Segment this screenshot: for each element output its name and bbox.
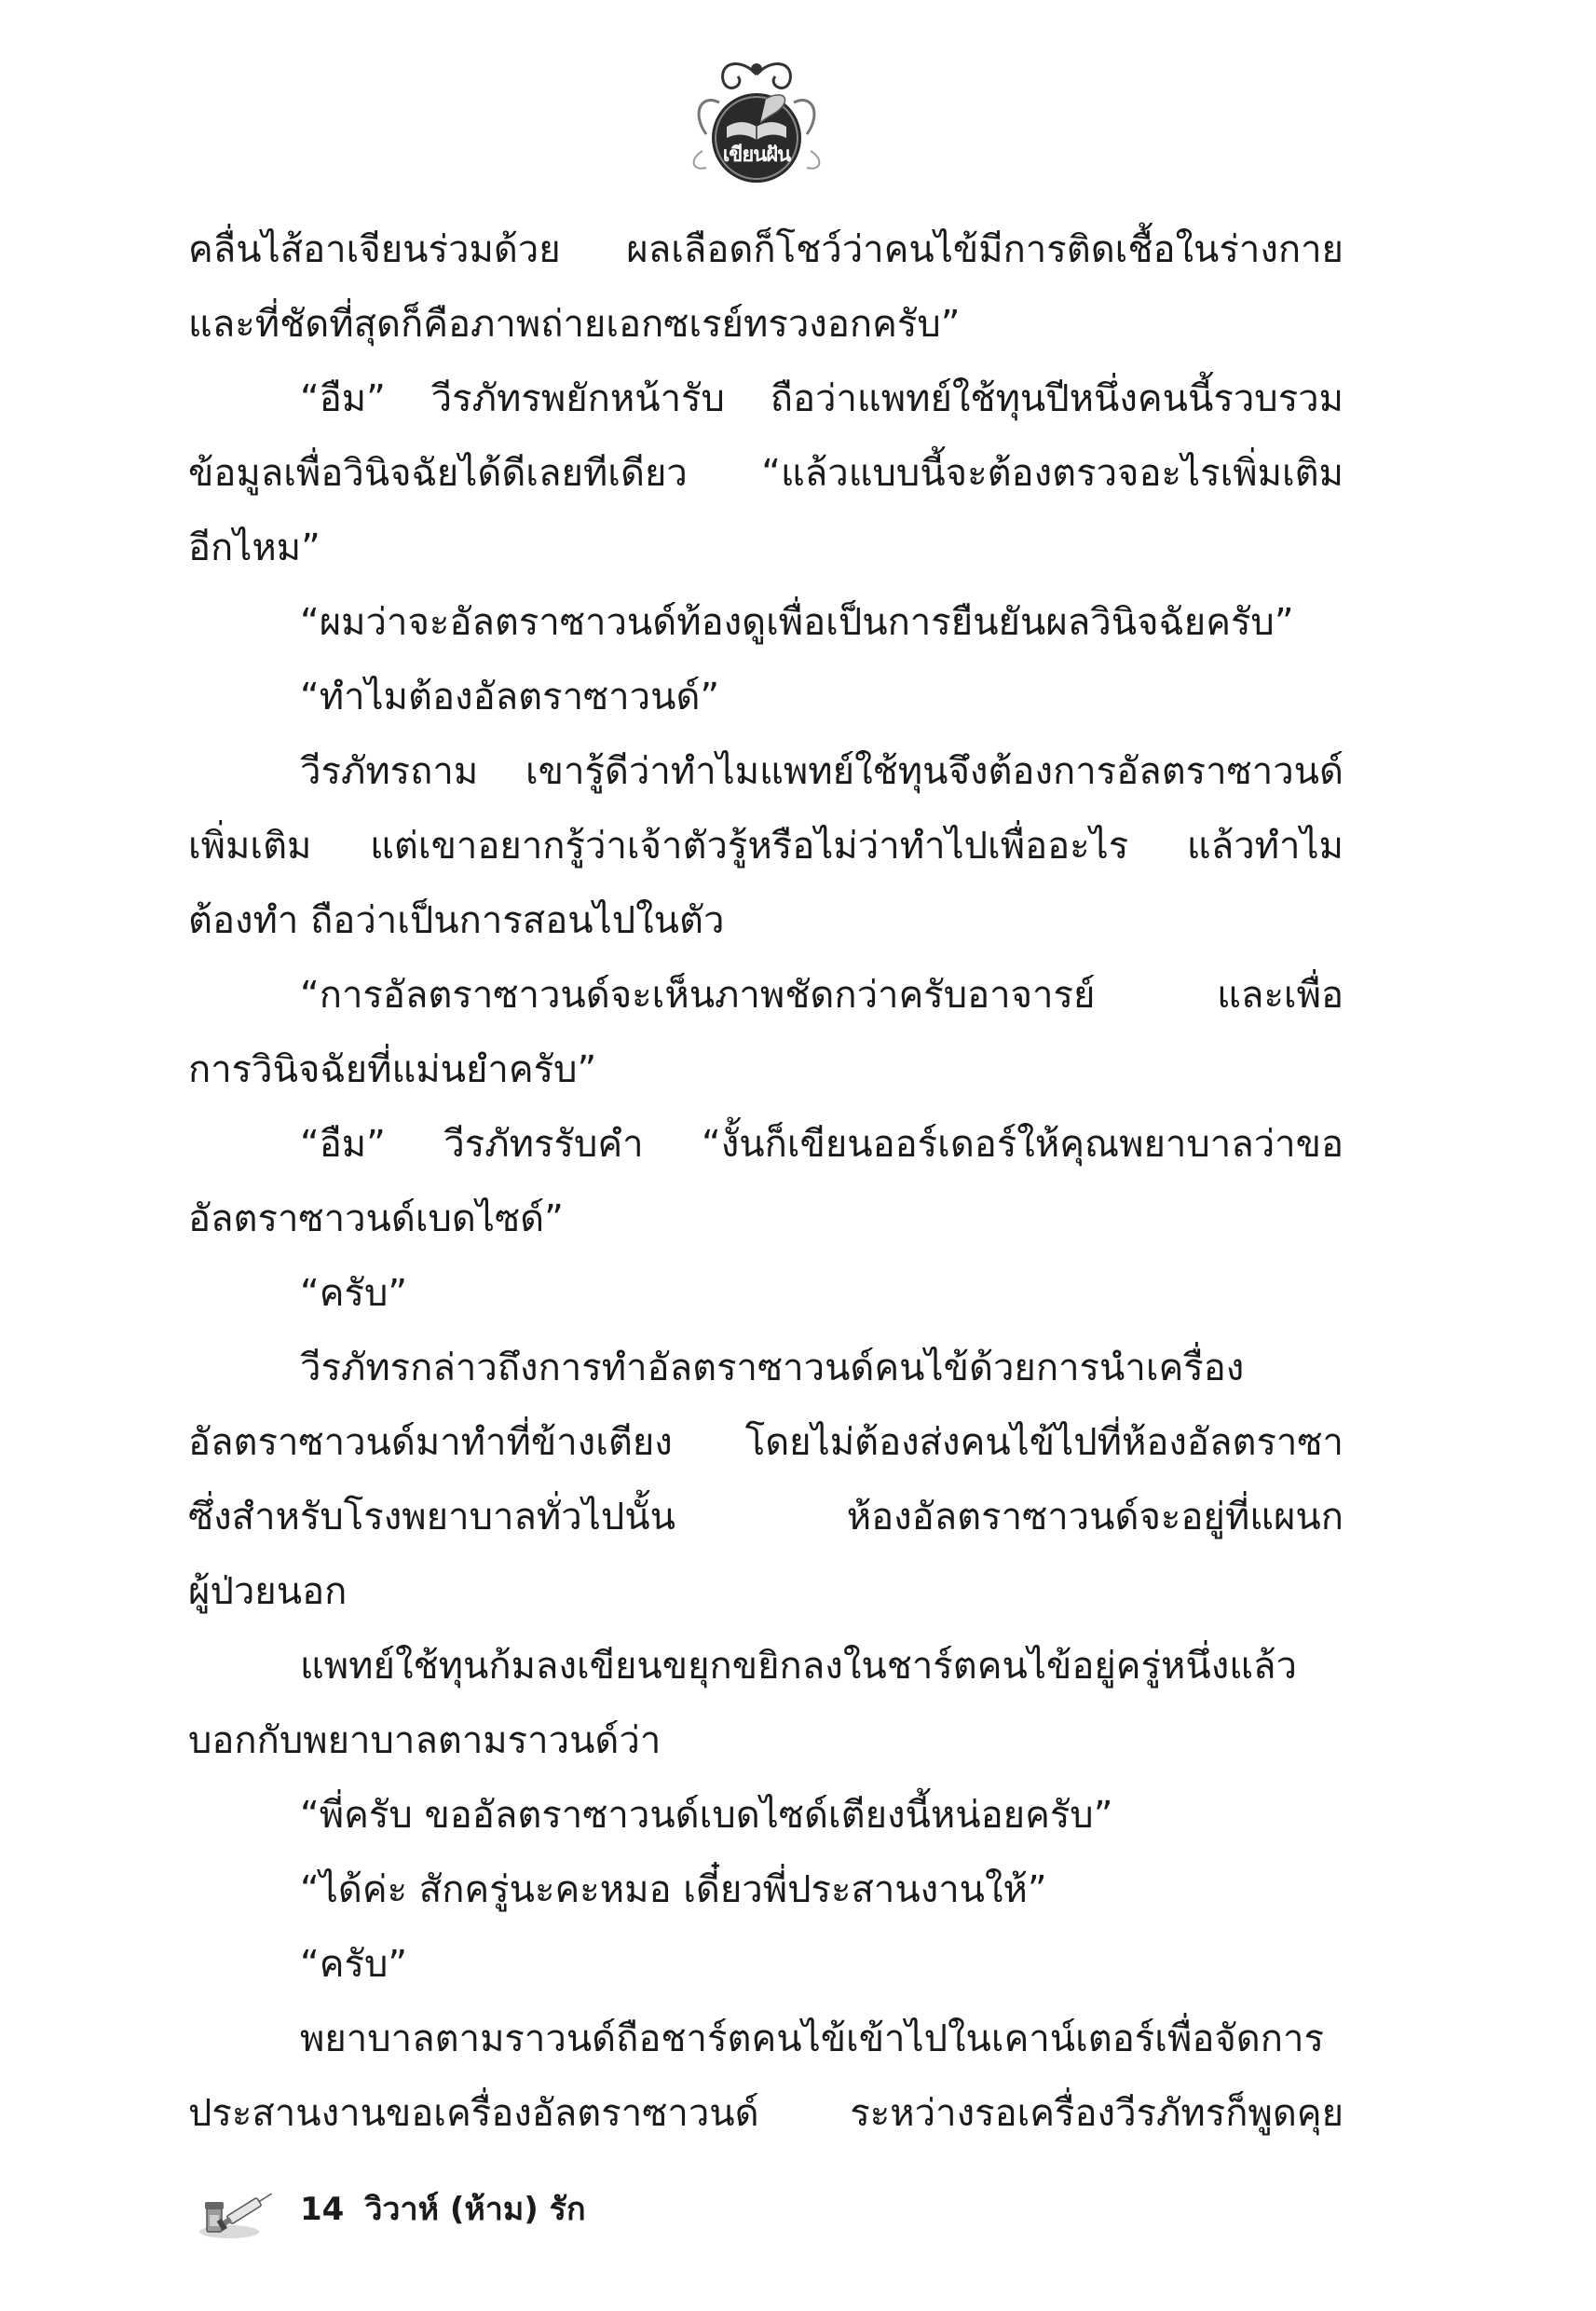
text-line: บอกกับพยาบาลตามราวนด์ว่า xyxy=(188,1719,662,1762)
text-line: “ครับ” xyxy=(300,1272,408,1315)
text-line: “ได้ค่ะ สักครู่นะคะหมอ เดี๋ยวพี่ประสานงานให้” xyxy=(300,1868,1047,1911)
text-line: วีรภัทรถาม เขารู้ดีว่าทำไมแพทย์ใช้ทุนจึงต้องการอัลตราซาวนด์ xyxy=(300,750,1344,793)
text-line: ซึ่งสำหรับโรงพยาบาลทั่วไปนั้น ห้องอัลตราซาวนด์จะอยู่ที่แผนก xyxy=(188,1496,1344,1538)
text-line: อัลตราซาวนด์มาทำที่ข้างเตียง โดยไม่ต้องส่งคนไข้ไปที่ห้องอัลตราซา xyxy=(188,1421,1344,1464)
book-title: วิวาห์ (ห้าม) รัก xyxy=(364,2191,586,2228)
text-line: วีรภัทรกล่าวถึงการทำอัลตราซาวนด์คนไข้ด้วยการนำเครื่อง xyxy=(300,1347,1245,1389)
text-line: ข้อมูลเพื่อวินิจฉัยได้ดีเลยทีเดียว “แล้วแบบนี้จะต้องตรวจอะไรเพิ่มเติม xyxy=(188,452,1344,495)
text-line: และที่ชัดที่สุดก็คือภาพถ่ายเอกซเรย์ทรวงอกครับ” xyxy=(188,303,961,346)
text-line: อีกไหม” xyxy=(188,526,321,569)
text-line: พยาบาลตามราวนด์ถือชาร์ตคนไข้เข้าไปในเคาน์เตอร์เพื่อจัดการ xyxy=(300,2017,1324,2060)
text-line: “ผมว่าจะอัลตราซาวนด์ท้องดูเพื่อเป็นการยืนยันผลวินิจฉัยครับ” xyxy=(300,601,1294,644)
text-line: การวินิจฉัยที่แม่นยำครับ” xyxy=(188,1048,597,1091)
page-number: 14 xyxy=(300,2191,345,2228)
text-line: เพิ่มเติม แต่เขาอยากรู้ว่าเจ้าตัวรู้หรือไม่ว่าทำไปเพื่ออะไร แล้วทำไม xyxy=(188,825,1344,868)
text-line: “พี่ครับ ขออัลตราซาวนด์เบดไซด์เตียงนี้หน่อยครับ” xyxy=(300,1794,1113,1837)
body-text xyxy=(188,212,1344,2151)
text-line: ผู้ป่วยนอก xyxy=(188,1570,348,1613)
page-footer xyxy=(196,2176,755,2241)
footer-text xyxy=(300,2183,586,2234)
text-line: “อืม” วีรภัทรพยักหน้ารับ ถือว่าแพทย์ใช้ทุนปีหนึ่งคนนี้รวบรวม xyxy=(300,377,1344,420)
text-line: “ครับ” xyxy=(300,1943,408,1986)
text-line: “อืม” วีรภัทรรับคำ “งั้นก็เขียนออร์เดอร์ให้คุณพยาบาลว่าขอ xyxy=(300,1123,1344,1166)
text-line: ประสานงานขอเครื่องอัลตราซาวนด์ ระหว่างรอเครื่องวีรภัทรก็พูดคุย xyxy=(188,2092,1344,2135)
text-line: แพทย์ใช้ทุนก้มลงเขียนขยุกขยิกลงในชาร์ตคนไข้อยู่ครู่หนึ่งแล้ว xyxy=(300,1645,1298,1688)
text-line: “ทำไมต้องอัลตราซาวนด์” xyxy=(300,676,720,718)
text-line: คลื่นไส้อาเจียนร่วมด้วย ผลเลือดก็โชว์ว่าคนไข้มีการติดเชื้อในร่างกาย xyxy=(188,228,1344,271)
text-line: อัลตราซาวนด์เบดไซด์” xyxy=(188,1197,564,1240)
syringe-vial-icon xyxy=(196,2176,280,2241)
publisher-logo xyxy=(686,48,827,188)
text-line: ต้องทำ ถือว่าเป็นการสอนไปในตัว xyxy=(188,899,725,942)
text-line: “การอัลตราซาวนด์จะเห็นภาพชัดกว่าครับอาจารย์ และเพื่อ xyxy=(300,974,1344,1017)
logo-text: เขียนฝัน xyxy=(722,143,791,167)
